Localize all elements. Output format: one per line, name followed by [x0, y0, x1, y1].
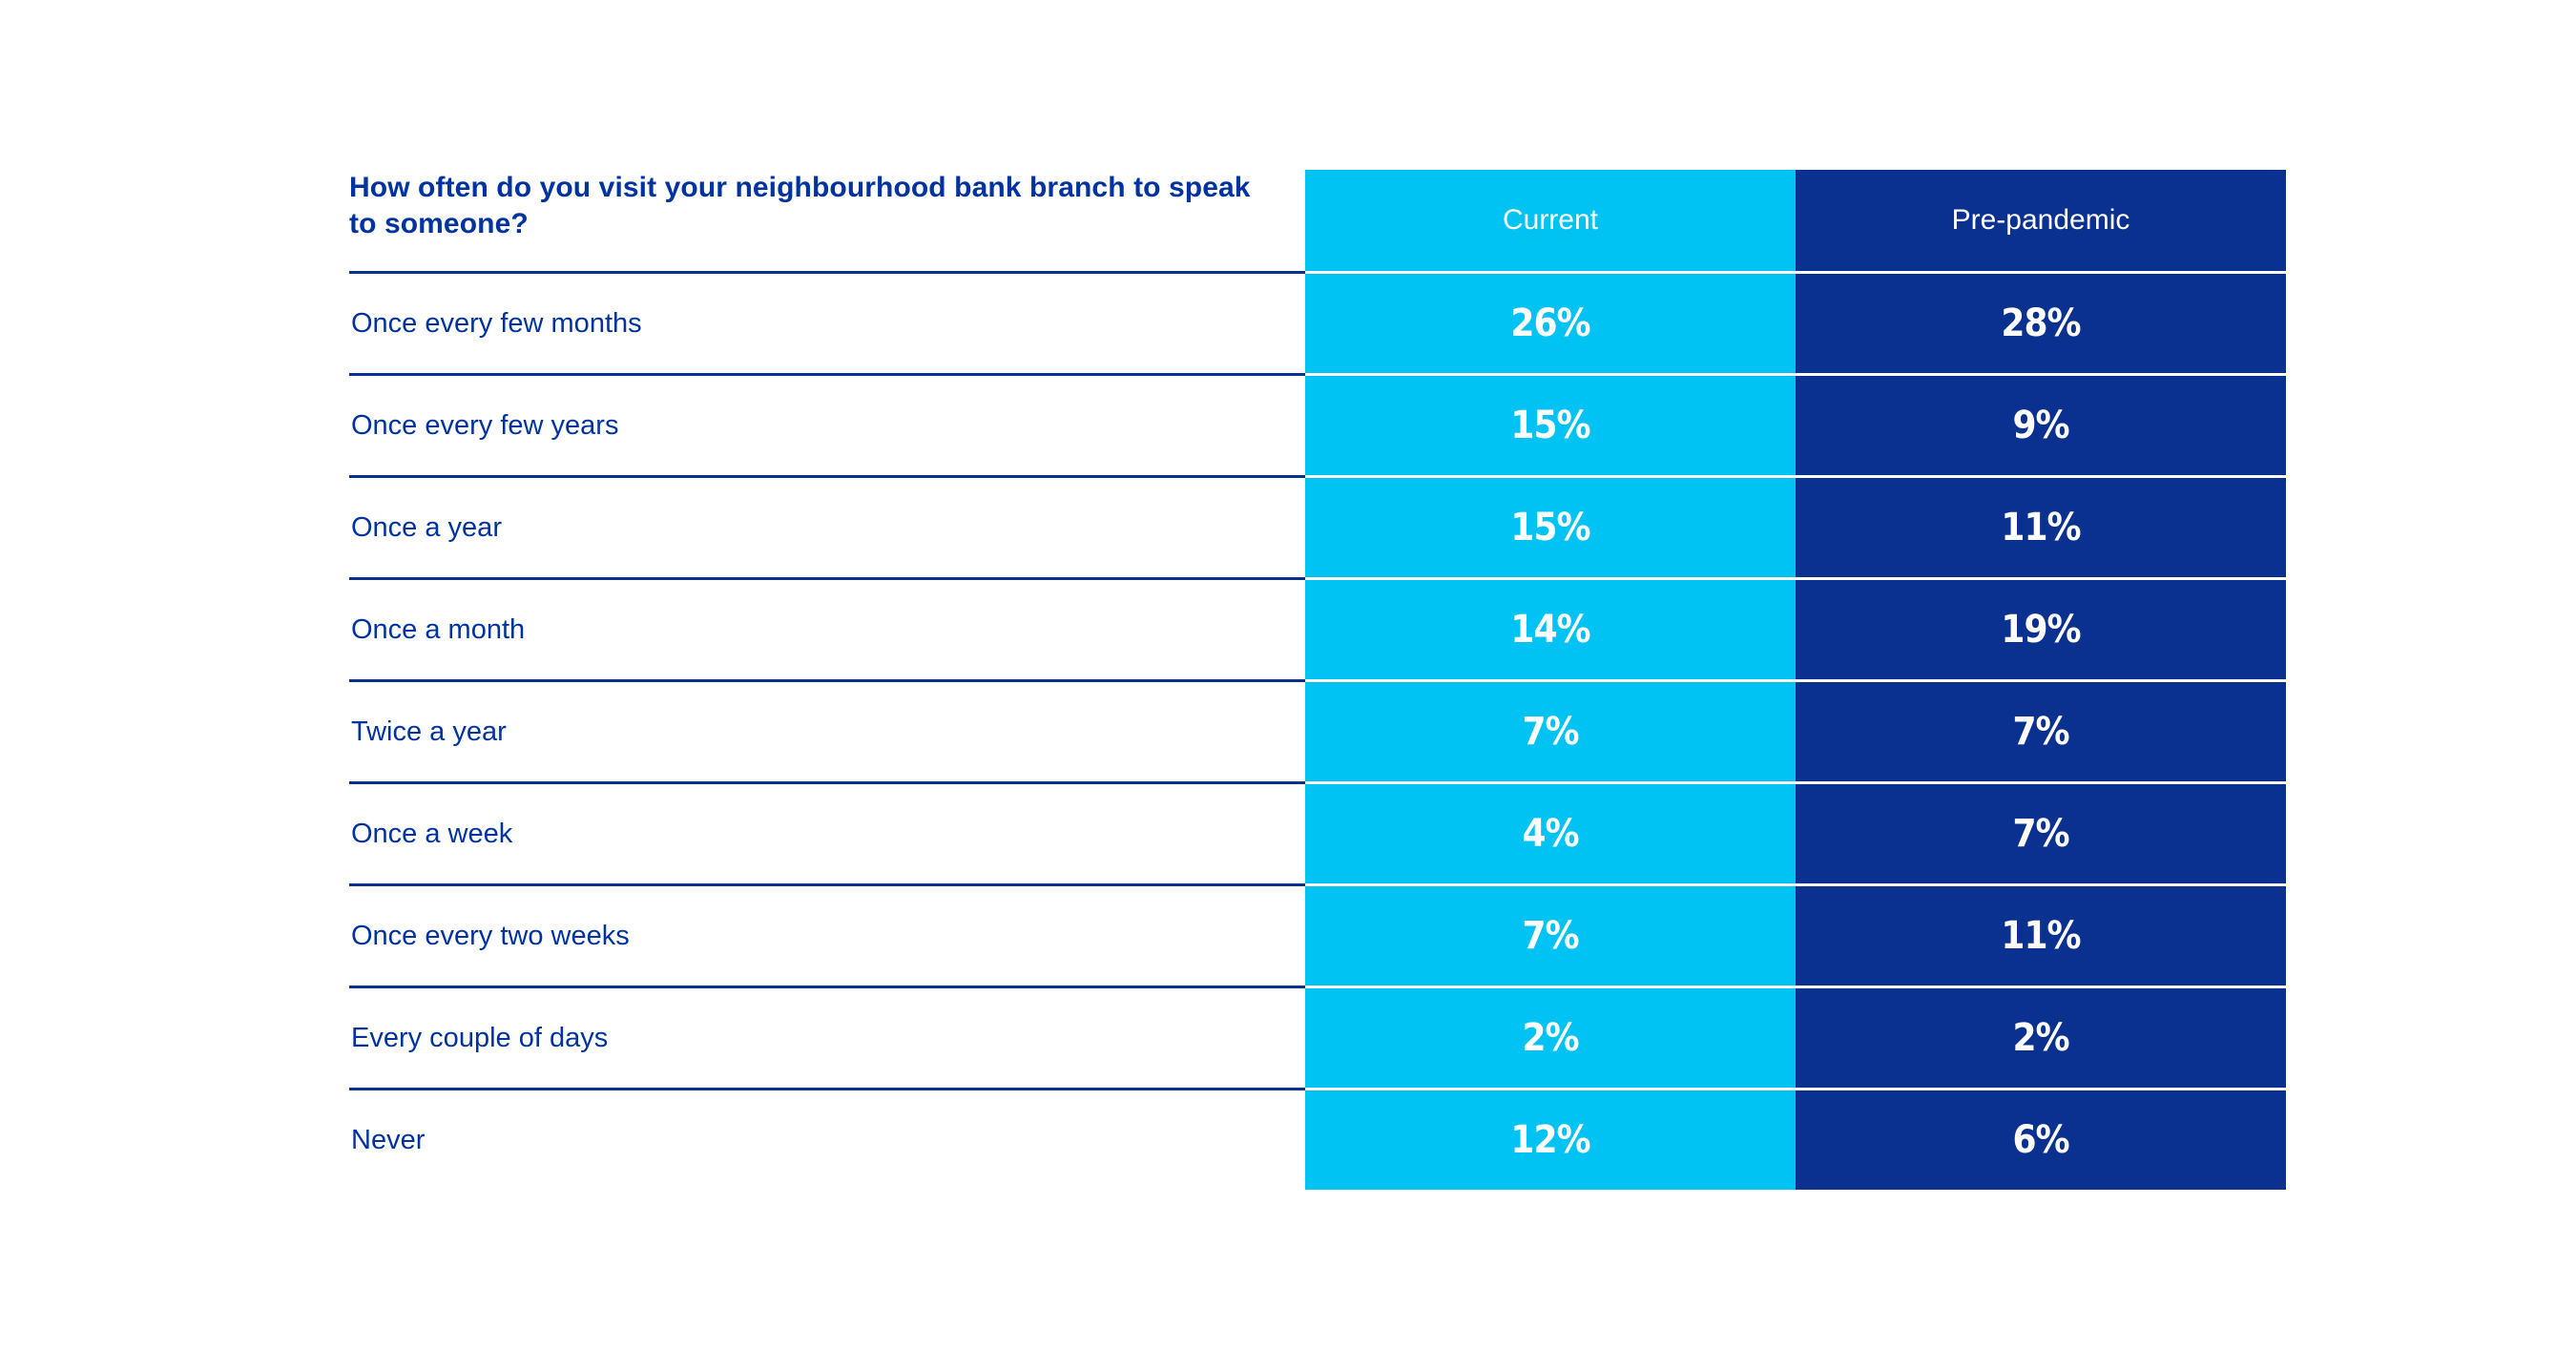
- value-prepandemic: 28%: [1796, 273, 2286, 375]
- row-label: Once every two weeks: [349, 885, 1305, 987]
- row-label: Once every few years: [349, 375, 1305, 477]
- value-current: 15%: [1305, 477, 1796, 579]
- row-label: Once a year: [349, 477, 1305, 579]
- value-prepandemic: 11%: [1796, 477, 2286, 579]
- table-row: [349, 885, 2286, 987]
- value-current: 4%: [1305, 783, 1796, 885]
- value-prepandemic: 11%: [1796, 885, 2286, 987]
- value-current: 7%: [1305, 885, 1796, 987]
- table-row: [349, 1090, 2286, 1191]
- column-header-prepandemic: Pre-pandemic: [1796, 170, 2286, 273]
- row-label: Once a week: [349, 783, 1305, 885]
- value-current: 12%: [1305, 1090, 1796, 1191]
- table-row: [349, 987, 2286, 1090]
- question-title: How often do you visit your neighbourhood bank branch to speak to someone?: [349, 172, 1251, 240]
- table-row: [349, 375, 2286, 477]
- value-prepandemic: 6%: [1796, 1090, 2286, 1191]
- row-label: Once a month: [349, 579, 1305, 681]
- value-prepandemic: 7%: [1796, 783, 2286, 885]
- table-header-row: [349, 170, 2286, 273]
- row-label: Twice a year: [349, 681, 1305, 783]
- column-header-current: Current: [1305, 170, 1796, 273]
- table-header: [349, 170, 2286, 273]
- value-current: 14%: [1305, 579, 1796, 681]
- value-current: 26%: [1305, 273, 1796, 375]
- table-row: [349, 477, 2286, 579]
- value-prepandemic: 9%: [1796, 375, 2286, 477]
- survey-table-container: [349, 170, 2286, 1190]
- value-prepandemic: 2%: [1796, 987, 2286, 1090]
- table-row: [349, 681, 2286, 783]
- table-row: [349, 273, 2286, 375]
- value-current: 15%: [1305, 375, 1796, 477]
- row-label: Once every few months: [349, 273, 1305, 375]
- value-prepandemic: 19%: [1796, 579, 2286, 681]
- row-label: Every couple of days: [349, 987, 1305, 1090]
- value-current: 2%: [1305, 987, 1796, 1090]
- value-prepandemic: 7%: [1796, 681, 2286, 783]
- table-body: [349, 273, 2286, 1191]
- survey-results-table: [349, 170, 2286, 1190]
- row-label: Never: [349, 1090, 1305, 1191]
- table-row: [349, 783, 2286, 885]
- value-current: 7%: [1305, 681, 1796, 783]
- table-row: [349, 579, 2286, 681]
